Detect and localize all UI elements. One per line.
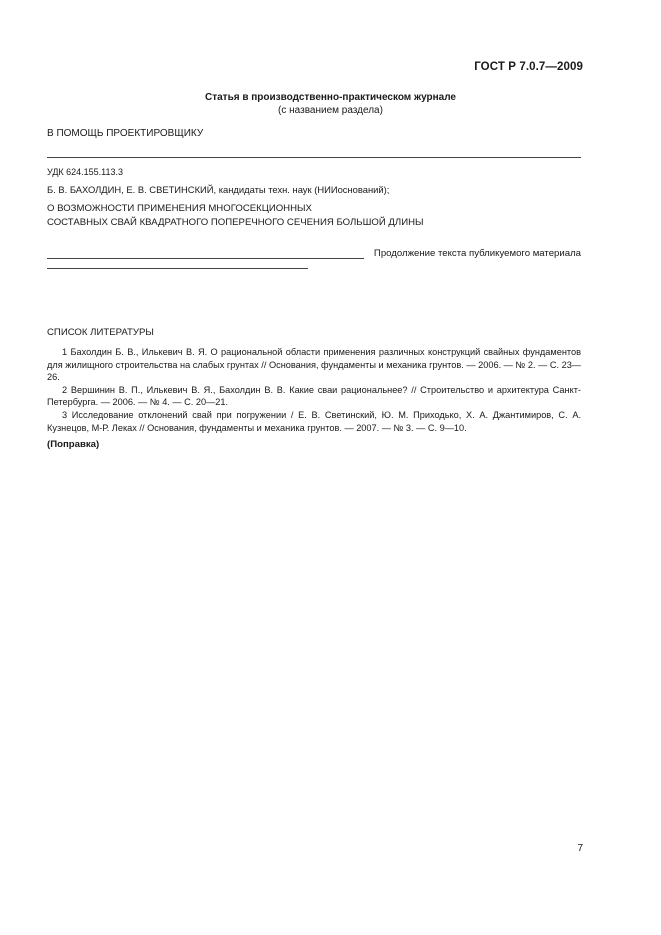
reference-item: 2 Вершинин В. П., Илькевич В. Я., Бахолдин В. В. Какие сваи рациональнее? // Строительство и архитектура Санкт-Петербурга. — 2006. — № 4. — С. 20—21. (47, 384, 581, 408)
section-note: (с названием раздела) (278, 105, 383, 116)
page-number: 7 (577, 843, 583, 854)
journal-rubric: В ПОМОЩЬ ПРОЕКТИРОВЩИКУ (47, 128, 204, 139)
article-type-label: Статья в производственно-практическом журнале (205, 92, 456, 103)
references-heading: СПИСОК ЛИТЕРАТУРЫ (47, 327, 154, 338)
article-authors: Б. В. БАХОЛДИН, Е. В. СВЕТИНСКИЙ, кандидаты техн. наук (НИИоснований); (47, 184, 390, 195)
article-title-line-2: СОСТАВНЫХ СВАЙ КВАДРАТНОГО ПОПЕРЕЧНОГО СЕЧЕНИЯ БОЛЬШОЙ ДЛИНЫ (47, 217, 424, 228)
udc-code: УДК 624.155.113.3 (47, 167, 124, 177)
amendment-label: (Поправка) (47, 439, 100, 450)
continuation-underline (47, 258, 364, 259)
reference-item: 1 Бахолдин Б. В., Илькевич В. Я. О рациональной области применения различных конструкций свайных фундаментов для жилищного строительства на слабых грунтах // Основания, фундаменты и механика грунтов. — 2006. — № 2. — С. 23—26. (47, 347, 581, 383)
article-title-line-1: О ВОЗМОЖНОСТИ ПРИМЕНЕНИЯ МНОГОСЕКЦИОННЫХ (47, 203, 312, 214)
references-list (47, 346, 581, 434)
reference-item: 3 Исследование отклонений свай при погружении / Е. В. Светинский, Ю. М. Приходько, X. А. Джантимиров, С. А. Кузнецов, М-Р. Леках // Основания, фундаменты и механика грунтов. — 2007. — № 3. — С. 9—10. (47, 409, 581, 433)
short-divider-line (47, 268, 308, 269)
article-title (47, 202, 424, 230)
divider-line (47, 157, 581, 158)
standard-code: ГОСТ Р 7.0.7—2009 (474, 61, 583, 73)
continuation-text: Продолжение текста публикуемого материала (373, 248, 581, 259)
